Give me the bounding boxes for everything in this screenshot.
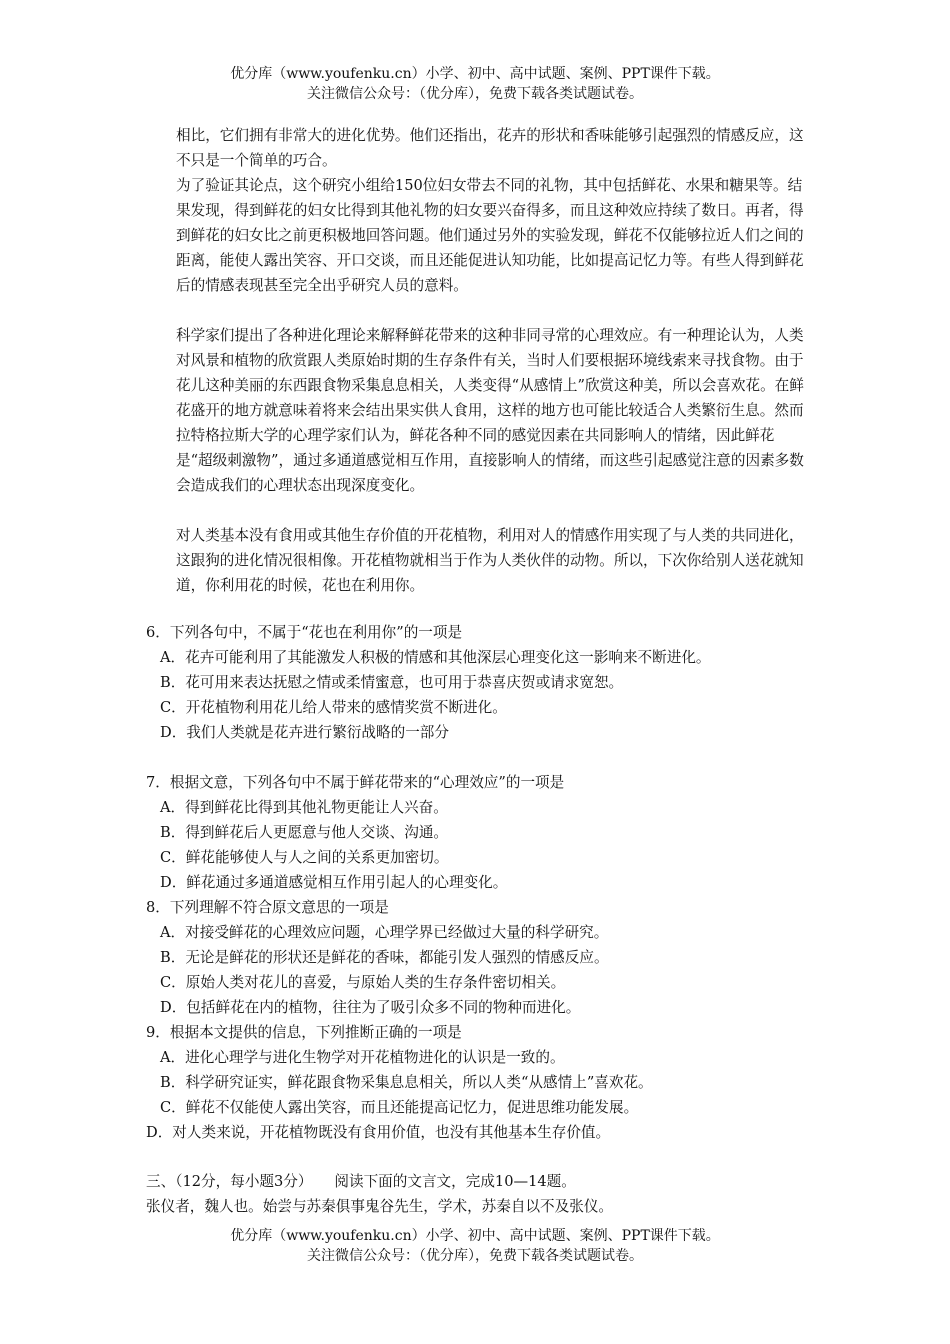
question-8-option-b: B．无论是鲜花的形状还是鲜花的香味，都能引发人强烈的情感反应。 bbox=[160, 949, 609, 966]
classical-text-line: 张仪者，魏人也。始尝与苏秦俱事鬼谷先生，学术，苏秦自以不及张仪。 bbox=[146, 1198, 614, 1215]
question-7-option-d: D．鲜花通过多通道感觉相互作用引起人的心理变化。 bbox=[160, 874, 508, 891]
question-8-stem: 8．下列理解不符合原文意思的一项是 bbox=[146, 899, 389, 916]
question-6-option-c: C．开花植物利用花儿给人带来的感情奖赏不断进化。 bbox=[160, 699, 507, 716]
question-9-option-c: C．鲜花不仅能使人露出笑容，而且还能提高记忆力，促进思维功能发展。 bbox=[160, 1099, 639, 1116]
question-9-stem: 9．根据本文提供的信息，下列推断正确的一项是 bbox=[146, 1024, 462, 1041]
question-9-option-d: D．对人类来说，开花植物既没有食用价值，也没有其他基本生存价值。 bbox=[146, 1124, 611, 1141]
question-6-option-d: D．我们人类就是花卉进行繁衍战略的一部分 bbox=[160, 724, 449, 741]
header-line-2: 关注微信公众号：（优分库），免费下载各类试题试卷。 bbox=[307, 86, 643, 102]
section-3-heading: 三、（12分，每小题3分） 阅读下面的文言文，完成10—14题。 bbox=[146, 1173, 576, 1190]
passage-paragraph: 科学家们提出了各种进化理论来解释鲜花带来的这种非同寻常的心理效应。有一种理论认为，人类对风景和植物的欣赏跟人类原始时期的生存条件有关，当时人们要根据环境线索来寻找食物。由于花儿这种美丽的东西跟食物采集息息相关，人类变得“从感情上”欣赏这种美，所以会喜欢花。在鲜花盛开的地方就意味着将来会结出果实供人食用，这样的地方也可能比较适合人类繁衍生息。然而拉特格拉斯大学的心理学家们认为，鲜花各种不同的感觉因素在共同影响人的情绪，因此鲜花是“超级刺激物”，通过多通道感觉相互作用，直接影响人的情绪，而这些引起感觉注意的因素多数会造成我们的心理状态出现深度变化。 bbox=[176, 327, 804, 494]
question-6-option-b: B．花可用来表达抚慰之情或柔情蜜意，也可用于恭喜庆贺或请求宽恕。 bbox=[160, 674, 624, 691]
question-6-stem: 6．下列各句中，不属于“花也在利用你”的一项是 bbox=[146, 624, 463, 641]
question-7-option-b: B．得到鲜花后人更愿意与他人交谈、沟通。 bbox=[160, 824, 449, 841]
passage-paragraph: 相比，它们拥有非常大的进化优势。他们还指出，花卉的形状和香味能够引起强烈的情感反应，这不只是一个简单的巧合。 bbox=[176, 127, 804, 169]
question-7-option-c: C．鲜花能够使人与人之间的关系更加密切。 bbox=[160, 849, 449, 866]
question-7-stem: 7．根据文意，下列各句中不属于鲜花带来的“心理效应”的一项是 bbox=[146, 774, 565, 791]
footer-line-1: 优分库（www.youfenku.cn）小学、初中、高中试题、案例、PPT课件下载。 bbox=[230, 1228, 720, 1244]
question-8-option-a: A．对接受鲜花的心理效应问题，心理学界已经做过大量的科学研究。 bbox=[160, 924, 609, 941]
page-header bbox=[0, 64, 950, 104]
question-9-option-b: B．科学研究证实，鲜花跟食物采集息息相关，所以人类“从感情上”喜欢花。 bbox=[160, 1074, 653, 1091]
question-9-option-a: A．进化心理学与进化生物学对开花植物进化的认识是一致的。 bbox=[160, 1049, 565, 1066]
passage-paragraph: 对人类基本没有食用或其他生存价值的开花植物，利用对人的情感作用实现了与人类的共同进化，这跟狗的进化情况很相像。开花植物就相当于作为人类伙伴的动物。所以，下次你给别人送花就知道，你利用花的时候，花也在利用你。 bbox=[176, 527, 804, 594]
question-8-option-d: D．包括鲜花在内的植物，往往为了吸引众多不同的物种而进化。 bbox=[160, 999, 581, 1016]
question-6-option-a: A．花卉可能利用了其能激发人积极的情感和其他深层心理变化这一影响来不断进化。 bbox=[160, 649, 711, 666]
header-line-1: 优分库（www.youfenku.cn）小学、初中、高中试题、案例、PPT课件下载。 bbox=[230, 66, 720, 82]
question-7-option-a: A．得到鲜花比得到其他礼物更能让人兴奋。 bbox=[160, 799, 448, 816]
question-8-option-c: C．原始人类对花儿的喜爱，与原始人类的生存条件密切相关。 bbox=[160, 974, 566, 991]
passage-paragraph: 为了验证其论点，这个研究小组给150位妇女带去不同的礼物，其中包括鲜花、水果和糖果等。结果发现，得到鲜花的妇女比得到其他礼物的妇女要兴奋得多，而且这种效应持续了数日。再者，得到鲜花的妇女比之前更积极地回答问题。他们通过另外的实验发现，鲜花不仅能够拉近人们之间的距离，能使人露出笑容、开口交谈，而且还能促进认知功能，比如提高记忆力等。有些人得到鲜花后的情感表现甚至完全出乎研究人员的意料。 bbox=[176, 177, 804, 294]
footer-line-2: 关注微信公众号：（优分库），免费下载各类试题试卷。 bbox=[307, 1248, 643, 1264]
page-footer bbox=[0, 1226, 950, 1266]
